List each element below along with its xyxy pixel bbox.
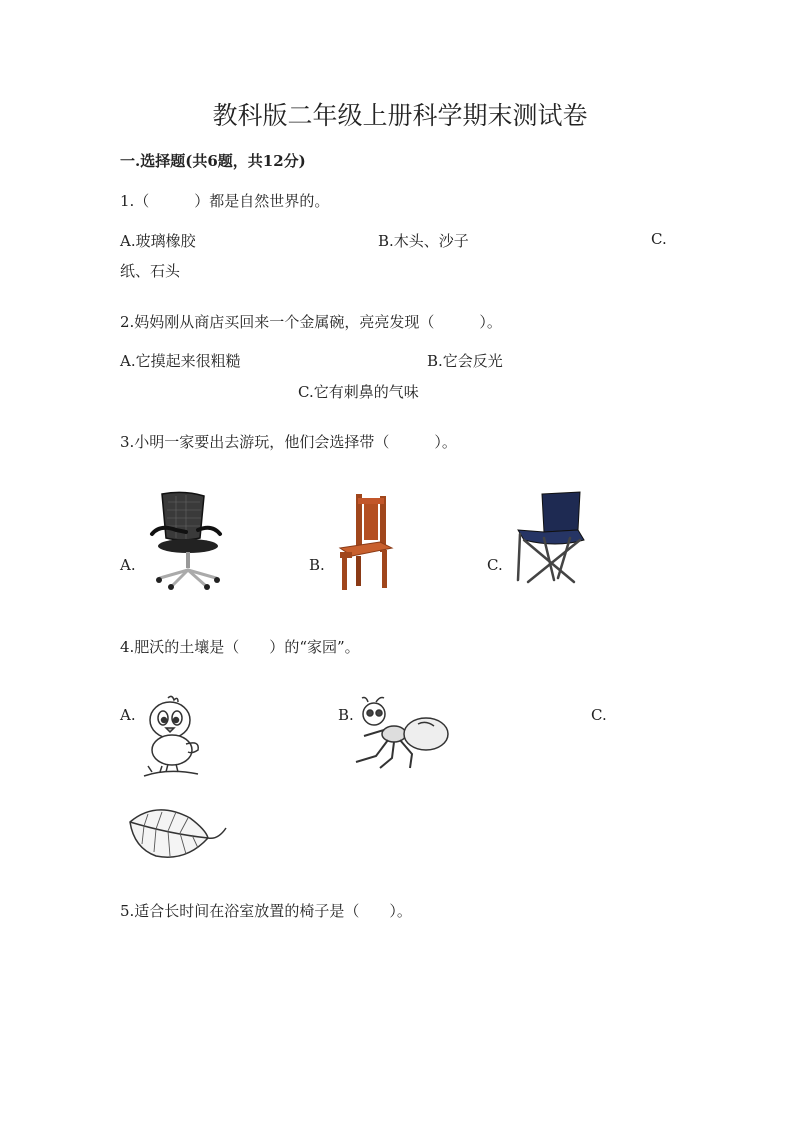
q3-option-b[interactable]: B. — [309, 556, 325, 574]
q3-option-c[interactable]: C. — [487, 556, 503, 574]
q1-option-a[interactable]: A.玻璃橡胶 — [120, 232, 196, 250]
question-3: 3.小明一家要出去游玩，他们会选择带（ ）。 — [120, 433, 457, 451]
q1-option-c-text: 纸、石头 — [120, 262, 181, 280]
ant-icon — [352, 696, 452, 770]
q1-option-c[interactable]: C. — [651, 230, 667, 248]
q2-option-a[interactable]: A.它摸起来很粗糙 — [120, 352, 241, 370]
q4-option-b[interactable]: B. — [338, 706, 354, 724]
q4-option-a[interactable]: A. — [120, 706, 136, 724]
q2-option-c[interactable]: C.它有刺鼻的气味 — [298, 383, 419, 401]
question-5: 5.适合长时间在浴室放置的椅子是（ ）。 — [120, 902, 412, 920]
wooden-chair-icon — [334, 492, 394, 592]
leaf-icon — [126, 804, 230, 864]
chick-icon — [138, 694, 208, 784]
question-1: 1.（ ）都是自然世界的。 — [120, 192, 330, 210]
office-chair-icon — [146, 490, 226, 590]
page-title: 教科版二年级上册科学期末测试卷 — [212, 101, 588, 130]
q2-option-b[interactable]: B.它会反光 — [427, 352, 503, 370]
section-heading: 一.选择题(共6题，共12分) — [120, 152, 306, 170]
question-4: 4.肥沃的土壤是（ ）的“家园”。 — [120, 638, 360, 656]
q1-option-b[interactable]: B.木头、沙子 — [378, 232, 469, 250]
question-2: 2.妈妈刚从商店买回来一个金属碗，亮亮发现（ ）。 — [120, 313, 502, 331]
q3-option-a[interactable]: A. — [120, 556, 136, 574]
q4-option-c[interactable]: C. — [591, 706, 607, 724]
folding-chair-icon — [514, 490, 594, 590]
